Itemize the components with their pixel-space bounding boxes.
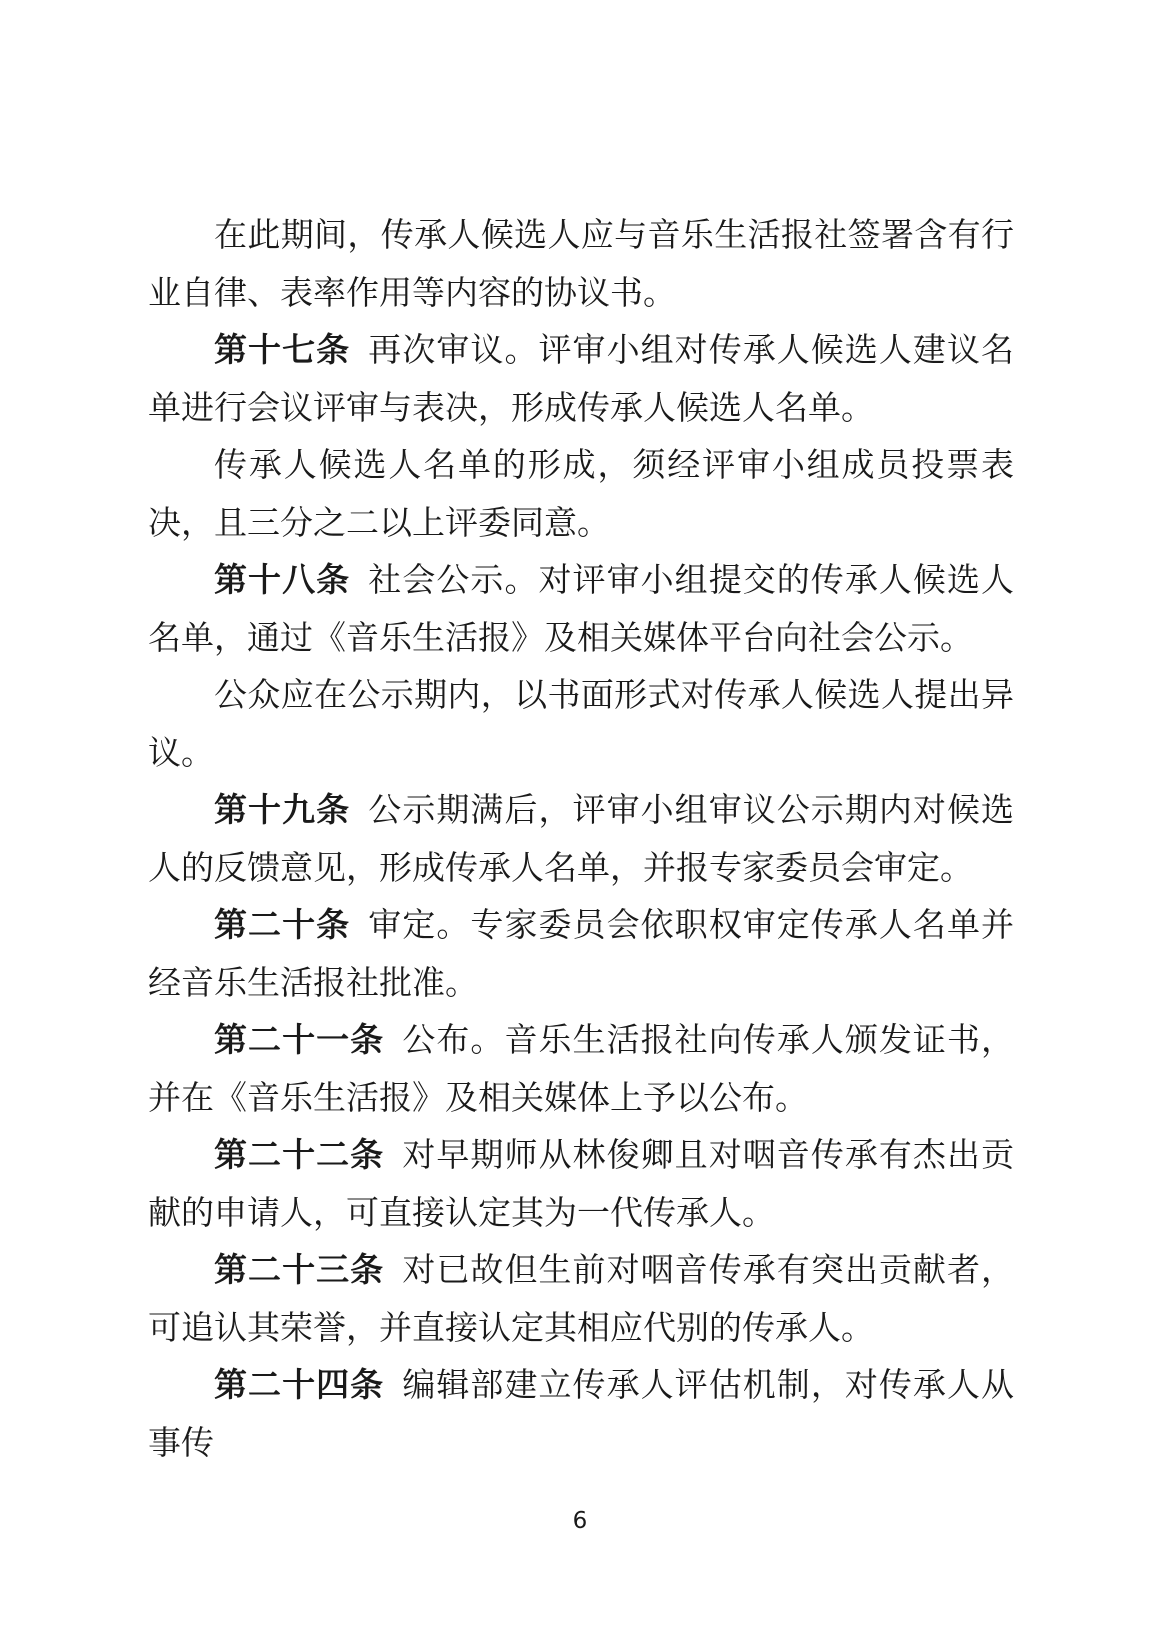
paragraph-text: 公布。音乐生活报社向传承人颁发证书，并在《音乐生活报》及相关媒体上予以公布。: [148, 1023, 1015, 1117]
paragraph: [148, 668, 1014, 783]
article-number: 第十九条: [214, 793, 351, 829]
paragraph-text: 对早期师从林俊卿且对咽音传承有杰出贡献的申请人，可直接认定其为一代传承人。: [148, 1138, 1015, 1232]
paragraph-text: 再次审议。评审小组对传承人候选人建议名单进行会议评审与表决，形成传承人候选人名单。: [148, 333, 1014, 427]
paragraph: [148, 208, 1014, 323]
paragraph-text: 公众应在公示期内，以书面形式对传承人候选人提出异议。: [148, 678, 1014, 772]
paragraph-text: 传承人候选人名单的形成，须经评审小组成员投票表决，且三分之二以上评委同意。: [148, 448, 1014, 542]
article-number: 第十七条: [214, 333, 351, 369]
article-number: 第二十条: [214, 908, 351, 944]
article-number: 第二十一条: [214, 1023, 385, 1059]
paragraph-text: 社会公示。对评审小组提交的传承人候选人名单，通过《音乐生活报》及相关媒体平台向社会公示。: [148, 563, 1014, 657]
paragraph: [148, 898, 1014, 1013]
article-number: 第二十四条: [214, 1368, 385, 1404]
article-number: 第二十三条: [214, 1253, 385, 1289]
paragraph: [148, 553, 1014, 668]
paragraph-text: 公示期满后，评审小组审议公示期内对候选人的反馈意见，形成传承人名单，并报专家委员会审定。: [148, 793, 1014, 887]
paragraph: [148, 1243, 1014, 1358]
paragraph-text: 审定。专家委员会依职权审定传承人名单并经音乐生活报社批准。: [148, 908, 1014, 1002]
paragraph-text: 编辑部建立传承人评估机制，对传承人从事传: [148, 1368, 1015, 1462]
paragraph: [148, 783, 1014, 898]
article-number: 第十八条: [214, 563, 351, 599]
paragraph: [148, 323, 1014, 438]
article-number: 第二十二条: [214, 1138, 385, 1174]
paragraph: [148, 1013, 1014, 1128]
paragraph: [148, 1358, 1014, 1473]
paragraph-text: 对已故但生前对咽音传承有突出贡献者，可追认其荣誉，并直接认定其相应代别的传承人。: [148, 1253, 1015, 1347]
document-body: [148, 208, 1014, 1473]
paragraph: [148, 1128, 1014, 1243]
paragraph: [148, 438, 1014, 553]
page-number: 6: [572, 1508, 588, 1534]
paragraph-text: 在此期间，传承人候选人应与音乐生活报社签署含有行业自律、表率作用等内容的协议书。: [148, 218, 1014, 312]
